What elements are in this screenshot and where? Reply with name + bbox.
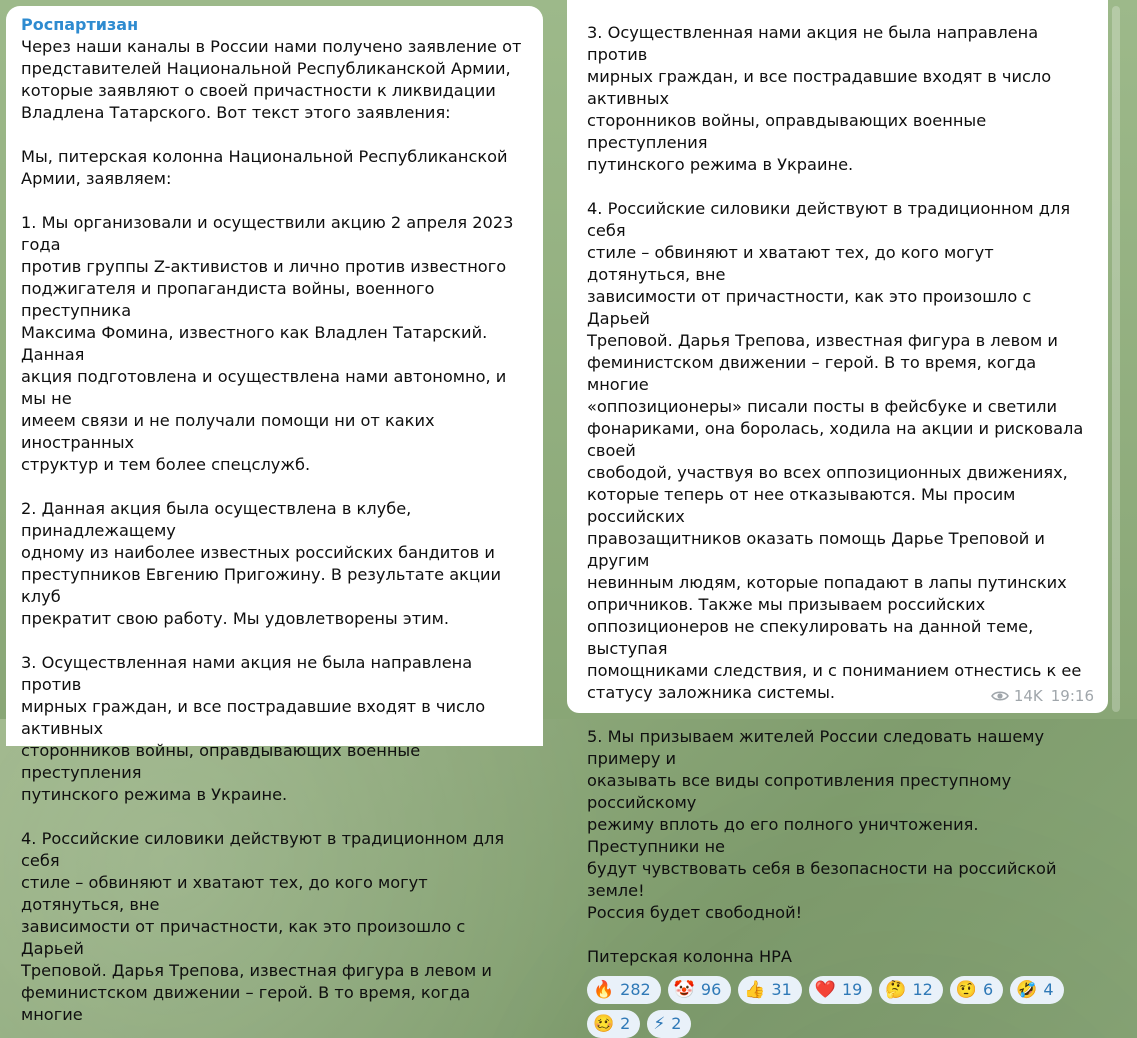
reaction-raised-eyebrow[interactable] xyxy=(950,976,1003,1004)
reaction-fire[interactable] xyxy=(587,976,661,1004)
heart-icon: ❤️ xyxy=(814,979,836,1000)
reaction-count: 31 xyxy=(771,980,792,999)
reaction-count: 2 xyxy=(620,1014,631,1033)
reaction-rofl[interactable] xyxy=(1010,976,1063,1004)
reaction-thinking[interactable] xyxy=(879,976,943,1004)
scrollbar[interactable] xyxy=(1112,6,1120,712)
raised-eyebrow-face-icon: 🤨 xyxy=(955,979,978,1000)
reaction-count: 4 xyxy=(1043,980,1054,999)
reactions-bar xyxy=(587,976,1087,1038)
message-time: 19:16 xyxy=(1050,687,1094,705)
eye-icon xyxy=(991,690,1009,702)
thumbs-up-icon: 👍 xyxy=(744,979,766,1000)
reaction-heart[interactable] xyxy=(809,976,873,1004)
reaction-count: 6 xyxy=(983,980,994,999)
lightning-icon: ⚡ xyxy=(653,1013,666,1034)
fire-icon: 🔥 xyxy=(593,979,615,1000)
thinking-face-icon: 🤔 xyxy=(885,979,907,1000)
view-count: 14K xyxy=(1013,687,1043,705)
message-signature: Питерская колонна НРА xyxy=(587,947,793,966)
reaction-clown[interactable] xyxy=(668,976,732,1004)
message-text: 3. Осуществленная нами акция не была направлена против мирных граждан, и все пострадавшие входят в число активных сторонников войны, оправдывающих военные преступления путинского режима в Украине. 4. Российские силовики действуют в традиционном для себя стиле – обвиняют и хватают тех, до кого могут дотянуться, вне зависимости от причастности, как это произошло с Дарьей Треповой. Дарья Трепова, известная фигура в левом и феминистском движении – герой. В то время, когда многие «оппозиционеры» писали посты в фейсбуке и светили фонариками, она боролась, ходила на акции и рисковала своей свободой, участвуя во всех оппозиционных движениях, которые теперь от нее отказываются. Мы просим российских правозащитников оказать помощь Дарье Треповой и другим невинным людям, которые попадают в лапы путинских опричников. Также мы призываем российских оппозиционеров не спекулировать на данной теме, выступая помощниками следствия, и с пониманием отнестись к ее статусу заложника системы. 5. Мы призываем жителей России следовать нашему примеру и оказывать все виды сопротивления преступному российскому режиму вплоть до его полного уничтожения. Преступники не будут чувствовать себя в безопасности на российской земле! Россия будет свободной! xyxy=(587,23,1084,922)
reaction-count: 282 xyxy=(620,980,651,999)
channel-name[interactable]: Роспартизан xyxy=(21,15,139,34)
reaction-lightning[interactable] xyxy=(647,1010,691,1038)
woozy-face-icon: 🥴 xyxy=(593,1013,615,1034)
message-bubble-left xyxy=(6,6,543,1024)
reaction-count: 12 xyxy=(912,980,933,999)
reaction-count: 96 xyxy=(700,980,722,999)
reaction-woozy[interactable] xyxy=(587,1010,640,1038)
clown-icon: 🤡 xyxy=(673,979,695,1000)
message-meta xyxy=(991,685,1094,707)
message-text: Через наши каналы в России нами получено заявление от представителей Национальной Республиканской Армии, которые заявляют о своей причастности к ликвидации Владлена Татарского. Вот текст этого заявления: Мы, питерская колонна Национальной Республиканской Армии, заявляем: 1. Мы организовали и осуществили акцию 2 апреля 2023 года против группы Z-активистов и лично против известного поджигателя и пропагандиста войны, военного преступника Максима Фомина, известного как Владлен Татарский. Данная акция подготовлена и осуществлена нами автономно, и мы не имеем связи и не получали помощи ни от каких иностранных структур и тем более спецслужб. 2. Данная акция была осуществлена в клубе, принадлежащему одному из наиболее известных российских бандитов и преступников Евгению Пригожину. В результате акции клуб прекратит свою работу. Мы удовлетворены этим. 3. Осуществленная нами акция не была направлена против мирных граждан, и все пострадавшие входят в число активных сторонников войны, оправдывающих военные преступления путинского режима в Украине. 4. Российские силовики действуют в традиционном для себя стиле – обвиняют и хватают тех, до кого могут дотянуться, вне зависимости от причастности, как это произошло с Дарьей Треповой. Дарья Трепова, известная фигура в левом и феминистском движении – герой. В то время, когда многие xyxy=(21,37,522,1024)
reaction-count: 2 xyxy=(671,1014,682,1033)
message-bubble-right xyxy=(567,0,1108,1034)
reaction-thumbs-up[interactable] xyxy=(738,976,802,1004)
rofl-face-icon: 🤣 xyxy=(1016,979,1038,1000)
reaction-count: 19 xyxy=(841,980,863,999)
